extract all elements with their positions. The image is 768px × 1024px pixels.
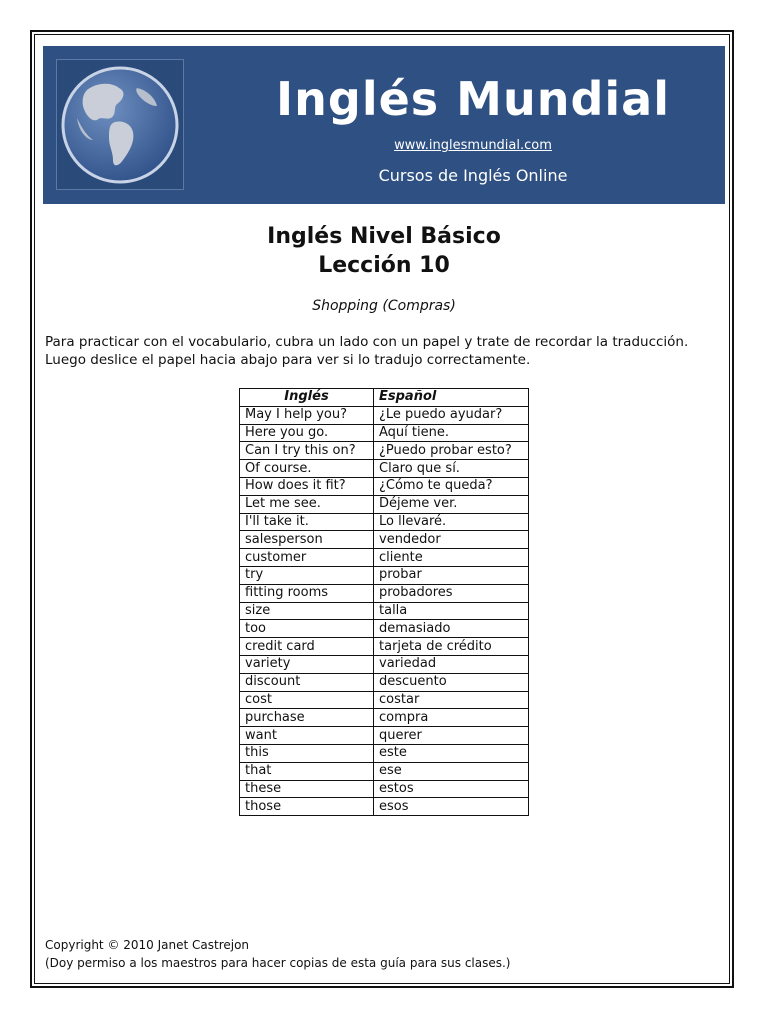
lesson-number-title: Lección 10 (318, 253, 450, 278)
table-row (240, 424, 529, 442)
spanish-term: descuento (374, 673, 529, 691)
table-row (240, 673, 529, 691)
spanish-term: talla (374, 602, 529, 620)
english-term: salesperson (240, 531, 374, 549)
brand-title: Inglés Mundial (276, 72, 670, 126)
english-term: this (240, 744, 374, 762)
copyright-notice: Copyright © 2010 Janet Castrejon (45, 938, 250, 952)
instructions (45, 333, 725, 369)
english-term: Let me see. (240, 495, 374, 513)
table-row (240, 460, 529, 478)
instructions-line-2: Luego deslice el papel hacia abajo para ver si lo tradujo correctamente. (45, 352, 531, 368)
spanish-term: tarjeta de crédito (374, 638, 529, 656)
table-row (240, 691, 529, 709)
spanish-term: compra (374, 709, 529, 727)
website-link[interactable]: www.inglesmundial.com (394, 138, 552, 153)
english-term: discount (240, 673, 374, 691)
table-row (240, 620, 529, 638)
table-row (240, 495, 529, 513)
column-header-english: Inglés (240, 389, 374, 407)
table-row (240, 477, 529, 495)
table-header-row (240, 389, 529, 407)
table-row (240, 762, 529, 780)
english-term: purchase (240, 709, 374, 727)
vocabulary-table (239, 388, 529, 816)
english-term: Can I try this on? (240, 442, 374, 460)
spanish-term: Lo llevaré. (374, 513, 529, 531)
table-row (240, 780, 529, 798)
english-term: customer (240, 549, 374, 567)
spanish-term: Déjeme ver. (374, 495, 529, 513)
spanish-term: esos (374, 798, 529, 816)
english-term: those (240, 798, 374, 816)
instructions-line-1: Para practicar con el vocabulario, cubra un lado con un papel y trate de recordar la traducción. (45, 334, 689, 350)
table-row (240, 513, 529, 531)
spanish-term: probar (374, 566, 529, 584)
spanish-term: demasiado (374, 620, 529, 638)
english-term: Of course. (240, 460, 374, 478)
table-row (240, 406, 529, 424)
english-term: credit card (240, 638, 374, 656)
table-row (240, 727, 529, 745)
table-row (240, 549, 529, 567)
english-term: variety (240, 655, 374, 673)
english-term: these (240, 780, 374, 798)
footer (45, 936, 511, 972)
brand-tagline: Cursos de Inglés Online (378, 166, 568, 185)
table-row (240, 584, 529, 602)
column-header-spanish: Español (374, 389, 529, 407)
spanish-term: ¿Puedo probar esto? (374, 442, 529, 460)
spanish-term: ese (374, 762, 529, 780)
table-row (240, 566, 529, 584)
spanish-term: este (374, 744, 529, 762)
spanish-term: Aquí tiene. (374, 424, 529, 442)
english-term: I'll take it. (240, 513, 374, 531)
table-row (240, 638, 529, 656)
spanish-term: ¿Le puedo ayudar? (374, 406, 529, 424)
spanish-term: costar (374, 691, 529, 709)
spanish-term: cliente (374, 549, 529, 567)
english-term: that (240, 762, 374, 780)
lesson-subtitle: Shopping (Compras) (312, 298, 456, 314)
spanish-term: probadores (374, 584, 529, 602)
lesson-level-title: Inglés Nivel Básico (267, 224, 501, 249)
english-term: size (240, 602, 374, 620)
spanish-term: estos (374, 780, 529, 798)
english-term: May I help you? (240, 406, 374, 424)
english-term: cost (240, 691, 374, 709)
spanish-term: ¿Cómo te queda? (374, 477, 529, 495)
spanish-term: variedad (374, 655, 529, 673)
table-row (240, 744, 529, 762)
english-term: How does it fit? (240, 477, 374, 495)
globe-icon (57, 60, 183, 189)
table-row (240, 602, 529, 620)
header-banner (43, 46, 725, 204)
spanish-term: querer (374, 727, 529, 745)
table-row (240, 442, 529, 460)
english-term: want (240, 727, 374, 745)
spanish-term: vendedor (374, 531, 529, 549)
table-row (240, 798, 529, 816)
logo-box (56, 59, 184, 190)
table-row (240, 709, 529, 727)
copy-permission-note: (Doy permiso a los maestros para hacer copias de esta guía para sus clases.) (45, 956, 511, 970)
english-term: Here you go. (240, 424, 374, 442)
english-term: too (240, 620, 374, 638)
table-row (240, 531, 529, 549)
english-term: fitting rooms (240, 584, 374, 602)
vocabulary-table-body (240, 406, 529, 815)
table-row (240, 655, 529, 673)
english-term: try (240, 566, 374, 584)
spanish-term: Claro que sí. (374, 460, 529, 478)
